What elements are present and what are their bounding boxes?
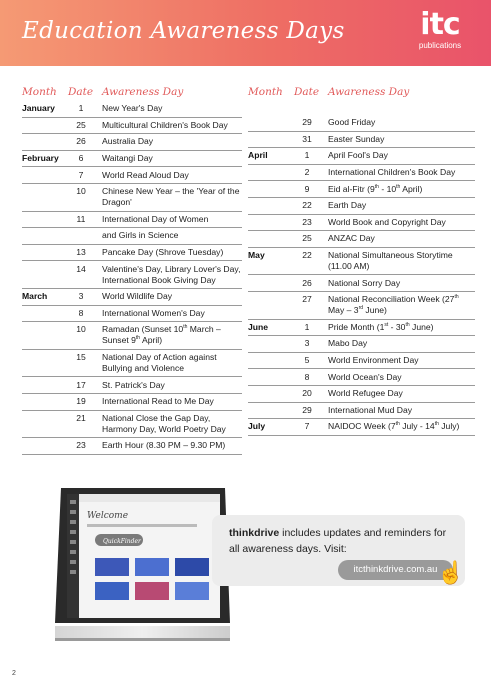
date-cell: 5 <box>304 355 310 366</box>
date-cell: 14 <box>76 263 86 274</box>
date-cell: 6 <box>78 153 84 164</box>
month-cell <box>22 167 68 183</box>
month-cell: May <box>248 250 265 261</box>
event-cell: International Day of Women <box>102 213 209 224</box>
date-cell: 10 <box>76 186 86 197</box>
event-cell: International Mud Day <box>328 404 413 415</box>
date-cell: 25 <box>302 233 312 244</box>
table-row <box>248 115 475 132</box>
date-cell: 3 <box>78 291 84 302</box>
month-cell <box>22 228 68 244</box>
event-cell: Good Friday <box>328 117 376 128</box>
logo-mark: itc <box>420 7 460 42</box>
table-row <box>248 198 475 215</box>
right-column-header <box>248 84 475 101</box>
event-cell: World Environment Day <box>328 355 419 366</box>
table-row <box>248 292 475 320</box>
month-cell <box>22 306 68 322</box>
date-cell: 7 <box>304 421 310 432</box>
table-row <box>248 248 475 276</box>
left-column <box>22 84 242 455</box>
date-cell: 26 <box>302 277 312 288</box>
month-cell <box>22 261 68 288</box>
table-row <box>22 118 242 135</box>
month-cell <box>248 275 294 291</box>
table-row <box>22 212 242 229</box>
date-cell: 8 <box>304 371 310 382</box>
promo-brand: thinkdrive <box>229 527 280 539</box>
month-cell <box>248 353 294 369</box>
event-cell: New Year's Day <box>102 103 163 114</box>
event-cell: Earth Hour (8.30 PM – 9.30 PM) <box>102 440 226 451</box>
date-cell: 21 <box>76 412 86 423</box>
date-cell: 17 <box>76 379 86 390</box>
date-cell: 31 <box>302 133 312 144</box>
event-cell: St. Patrick's Day <box>102 379 165 390</box>
date-cell: 29 <box>302 404 312 415</box>
table-row <box>248 231 475 248</box>
event-cell: Waitangi Day <box>102 153 153 164</box>
date-cell <box>68 228 102 244</box>
date-cell: 20 <box>302 388 312 399</box>
month-cell <box>22 322 68 349</box>
table-row <box>22 350 242 378</box>
table-row <box>22 289 242 306</box>
month-cell <box>248 181 294 197</box>
event-cell: ANZAC Day <box>328 233 375 244</box>
event-cell: Easter Sunday <box>328 133 385 144</box>
event-cell: National Sorry Day <box>328 277 401 288</box>
table-row <box>22 134 242 151</box>
page-number: 2 <box>12 670 16 677</box>
page-title: Education Awareness Days <box>22 18 345 44</box>
event-cell: Eid al-Fitr (9th - 10th April) <box>328 183 423 194</box>
event-cell: Pride Month (1st - 30th June) <box>328 321 434 332</box>
event-cell: Valentine's Day, Library Lover's Day, International Book Giving Day <box>102 263 241 285</box>
month-cell <box>22 438 68 454</box>
table-row <box>248 403 475 420</box>
promo-body: includes updates and reminders for all awareness days. Visit: <box>229 527 447 555</box>
month-cell <box>22 394 68 410</box>
month-cell <box>22 212 68 228</box>
table-row <box>22 322 242 350</box>
table-row <box>22 167 242 184</box>
month-cell <box>248 403 294 419</box>
month-cell <box>248 336 294 352</box>
left-column-header <box>22 84 242 101</box>
event-cell: Multicultural Children's Book Day <box>102 119 228 130</box>
date-cell: 27 <box>302 294 312 305</box>
month-cell: January <box>22 103 55 114</box>
month-cell: July <box>248 421 266 432</box>
date-header: Date <box>68 86 94 98</box>
event-header: Awareness Day <box>328 86 410 98</box>
table-row <box>22 245 242 262</box>
event-cell: World Wildlife Day <box>102 291 173 302</box>
month-header: Month <box>22 86 57 98</box>
month-cell <box>22 411 68 438</box>
month-cell <box>248 132 294 148</box>
right-table <box>248 115 475 436</box>
event-cell: April Fool's Day <box>328 150 388 161</box>
right-column <box>248 84 475 436</box>
table-row <box>248 320 475 337</box>
event-cell: International Children's Book Day <box>328 167 456 178</box>
laptop-image <box>55 488 230 678</box>
table-row <box>22 228 242 245</box>
date-cell: 10 <box>76 324 86 335</box>
table-row <box>248 336 475 353</box>
table-row <box>248 148 475 165</box>
event-header: Awareness Day <box>102 86 184 98</box>
event-cell: Pancake Day (Shrove Tuesday) <box>102 247 224 258</box>
date-cell: 2 <box>304 167 310 178</box>
date-cell: 19 <box>76 396 86 407</box>
date-cell: 15 <box>76 352 86 363</box>
logo-subtitle: publications <box>418 41 462 50</box>
month-cell: March <box>22 291 48 302</box>
month-cell: April <box>248 150 268 161</box>
table-row <box>248 419 475 436</box>
table-row <box>22 261 242 289</box>
event-cell: World Read Aloud Day <box>102 169 189 180</box>
thinkdrive-url-button[interactable]: itcthinkdrive.com.au <box>338 560 453 580</box>
month-cell <box>22 245 68 261</box>
month-cell <box>248 292 294 319</box>
date-cell: 22 <box>302 250 312 261</box>
event-cell: World Refugee Day <box>328 388 403 399</box>
laptop-quickfinder-text: QuickFinder <box>103 538 141 545</box>
table-row <box>248 386 475 403</box>
date-cell: 26 <box>76 136 86 147</box>
month-cell: June <box>248 321 269 332</box>
date-cell: 1 <box>304 150 310 161</box>
event-cell: World Book and Copyright Day <box>328 216 446 227</box>
itc-logo <box>409 8 471 51</box>
event-cell: and Girls in Science <box>102 230 179 241</box>
month-cell <box>248 115 294 131</box>
month-cell <box>22 134 68 150</box>
month-cell <box>248 386 294 402</box>
date-cell: 1 <box>78 103 84 114</box>
month-header: Month <box>248 86 283 98</box>
event-cell: Ramadan (Sunset 10th March – Sunset 9th April) <box>102 324 221 346</box>
table-row <box>22 101 242 118</box>
left-table <box>22 101 242 455</box>
date-cell: 23 <box>76 440 86 451</box>
month-cell <box>248 231 294 247</box>
event-cell: National Reconciliation Week (27th May – 3rd June) <box>328 294 459 316</box>
event-cell: Mabo Day <box>328 338 368 349</box>
event-cell: World Ocean's Day <box>328 371 402 382</box>
month-cell <box>248 165 294 181</box>
month-cell <box>248 369 294 385</box>
table-row <box>22 411 242 439</box>
date-cell: 22 <box>302 200 312 211</box>
promo-text <box>229 525 459 557</box>
date-cell: 1 <box>304 321 310 332</box>
table-row <box>22 377 242 394</box>
laptop-welcome-text: Welcome <box>87 511 129 521</box>
table-row <box>22 184 242 212</box>
month-cell <box>248 198 294 214</box>
month-cell <box>22 118 68 134</box>
date-cell: 3 <box>304 338 310 349</box>
table-row <box>248 215 475 232</box>
event-cell: National Day of Action against Bullying and Violence <box>102 352 217 374</box>
date-cell: 25 <box>76 119 86 130</box>
month-cell <box>248 215 294 231</box>
month-cell <box>22 184 68 211</box>
header-banner <box>0 0 491 66</box>
date-header: Date <box>294 86 320 98</box>
event-cell: National Simultaneous Storytime (11.00 AM) <box>328 250 453 272</box>
event-cell: Earth Day <box>328 200 367 211</box>
month-cell <box>22 377 68 393</box>
event-cell: International Read to Me Day <box>102 396 214 407</box>
date-cell: 11 <box>76 213 86 224</box>
event-cell: NAIDOC Week (7th July - 14th July) <box>328 421 460 432</box>
table-row <box>248 369 475 386</box>
event-cell: National Close the Gap Day, Harmony Day, World Poetry Day <box>102 412 226 434</box>
thinkdrive-promo <box>212 515 465 586</box>
date-cell: 13 <box>76 247 86 258</box>
date-cell: 7 <box>78 169 84 180</box>
event-cell: Australia Day <box>102 136 154 147</box>
date-cell: 8 <box>78 307 84 318</box>
table-row <box>22 438 242 455</box>
date-cell: 23 <box>302 216 312 227</box>
hand-cursor-icon: ☝ <box>437 560 465 585</box>
event-cell: Chinese New Year – the 'Year of the Dragon' <box>102 186 240 208</box>
table-row <box>248 181 475 198</box>
event-cell: International Women's Day <box>102 307 205 318</box>
date-cell: 29 <box>302 117 312 128</box>
date-cell: 9 <box>304 183 310 194</box>
table-row <box>248 275 475 292</box>
table-row <box>248 165 475 182</box>
table-row <box>248 353 475 370</box>
table-row <box>248 132 475 149</box>
month-cell: February <box>22 153 59 164</box>
table-row <box>22 151 242 168</box>
month-cell <box>22 350 68 377</box>
table-row <box>22 394 242 411</box>
table-row <box>22 306 242 323</box>
